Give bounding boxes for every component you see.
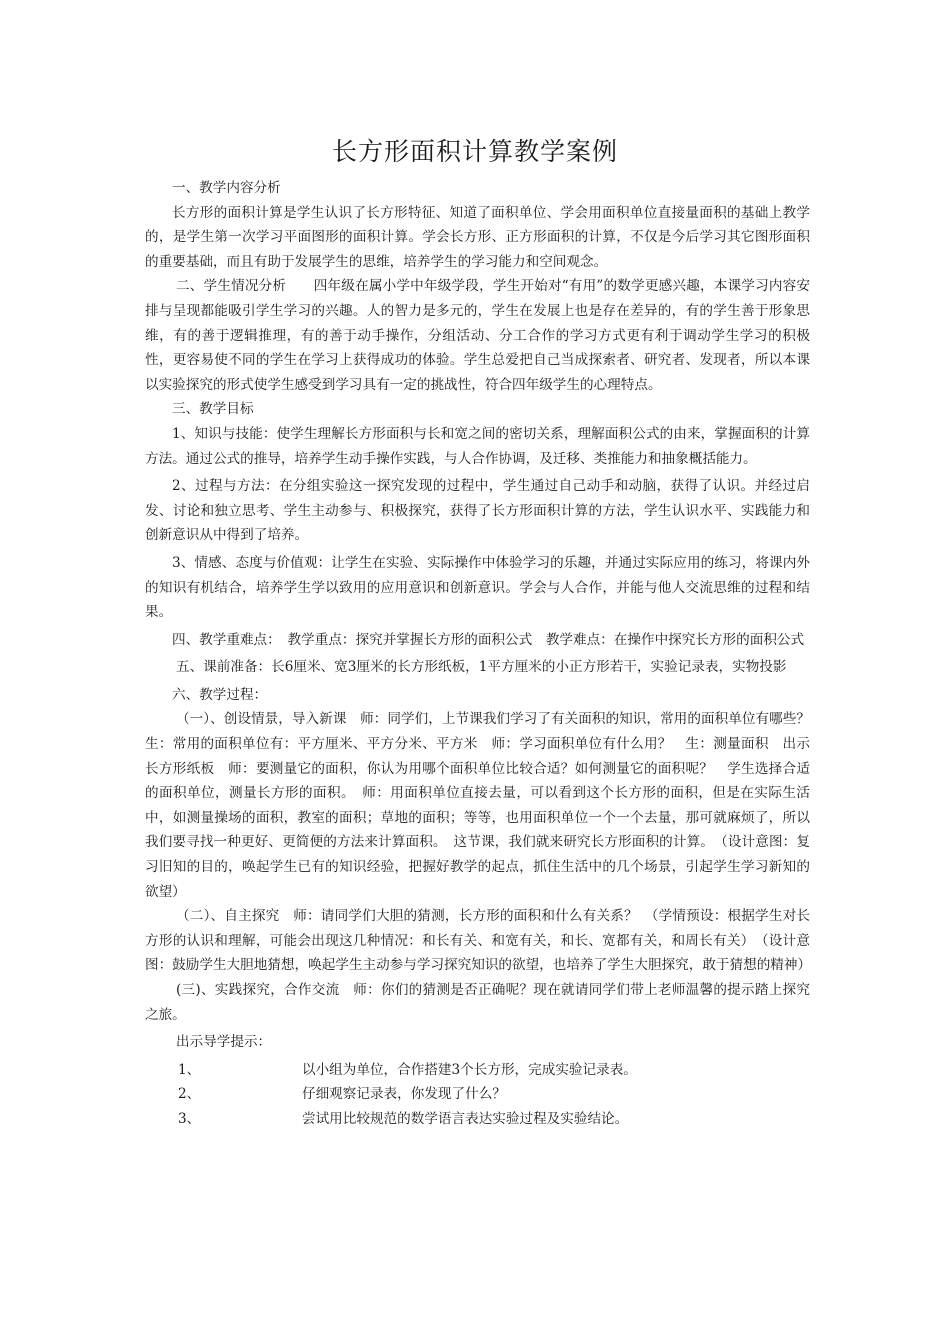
paragraph-objective-attitude: 3、情感、态度与价值观：让学生在实验、实际操作中体验学习的乐趣，并通过实际应用的练习，将课内外的知识有机结合，培养学生学以致用的应用意识和创新意识。学会与人合作，并能与他人交流思维的过程和结果。	[145, 554, 810, 621]
paragraph-objective-process: 2、过程与方法：在分组实验这一探究发现的过程中，学生通过自己动手和动脑，获得了认识。并经过启发、讨论和独立思考、学生主动参与、积极探究，获得了长方形面积计算的方法，学生认识水平、实践能力和创新意识从中得到了培养。	[145, 478, 810, 544]
list-item-number: 2、	[178, 1086, 201, 1103]
paragraph-objective-knowledge: 1、知识与技能：使学生理解长方形面积与长和宽之间的密切关系，理解面积公式的由来，掌握面积的计算方法。通过公式的推导，培养学生动手操作实践，与人合作协调，及迁移、类推能力和抽象概括能力。	[145, 425, 810, 467]
list-item-text: 尝试用比较规范的数学语言表达实验过程及实验结论。	[302, 1110, 629, 1127]
section-heading-content-analysis: 一、教学内容分析	[172, 180, 281, 196]
list-item-number: 3、	[178, 1110, 201, 1127]
paragraph-tips-heading: 出示导学提示：	[176, 1034, 272, 1051]
list-item-text: 仔细观察记录表，你发现了什么？	[302, 1086, 506, 1103]
paragraph-preparation: 五、课前准备：长6厘米、宽3厘米的长方形纸板，1平方厘米的小正方形若干，实验记录表，实物投影	[176, 659, 787, 676]
list-item	[145, 1058, 810, 1083]
paragraph-process-step-3: (三)、实践探究，合作交流 师：你们的猜测是否正确呢？现在就请同学们带上老师温馨的提示踏上探究之旅。	[145, 982, 810, 1023]
list-item-text: 以小组为单位，合作搭建3个长方形，完成实验记录表。	[302, 1061, 637, 1078]
paragraph-process-step-1: （一）、创设情景，导入新课 师：同学们，上节课我们学习了有关面积的知识，常用的面积单位有哪些？ 生：常用的面积单位有：平方厘米、平方分米、平方米 师：学习面积单位有什么用？ 生：测量面积 出示长方形纸板 师：要测量它的面积，你认为用哪个面积单位比较合适？如何测量它的面积呢？ 学生选择合适的面积单位，测量长方形的面积。 师：用面积单位直接去量，可以看到这个长方形的面积，但是在实际生活中，如测量操场的面积，教室的面积；草地的面积；等等，也用面积单位一个一个去量，那可就麻烦了，所以我们要寻找一种更好、更简便的方法来计算面积。 这节课，我们就来研究长方形面积的计算。 （设计意图：复习旧知的目的，唤起学生已有的知识经验，把握好教学的起点，抓住生活中的几个场景，引起学生学习新知的欲望）	[145, 711, 824, 900]
list-item	[145, 1107, 810, 1132]
list-item	[145, 1082, 810, 1107]
list-item-number: 1、	[178, 1061, 201, 1078]
document-title: 长方形面积计算教学案例	[331, 137, 618, 166]
paragraph-key-points: 四、教学重难点： 教学重点：探究并掌握长方形的面积公式 教学难点：在操作中探究长方形的面积公式	[172, 631, 805, 648]
document-body	[145, 176, 824, 1132]
section-heading-objectives: 三、教学目标	[172, 401, 254, 418]
paragraph-student-analysis: 二、学生情况分析 四年级在属小学中年级学段，学生开始对“有用”的数学更感兴趣，本课学习内容安排与呈现都能吸引学生学习的兴趣。人的智力是多元的，学生在发展上也是存在差异的，有的学生善于形象思维，有的善于逻辑推理，有的善于动手操作，分组活动、分工合作的学习方式更有利于调动学生学习的积极性，更容易使不同的学生在学习上获得成功的体验。学生总爱把自己当成探索者、研究者、发现者，所以本课以实验探究的形式使学生感受到学习具有一定的挑战性，符合四年级学生的心理特点。	[145, 278, 810, 393]
paragraph-content-analysis: 长方形的面积计算是学生认识了长方形特征、知道了面积单位、学会用面积单位直接量面积的基础上教学的，是学生第一次学习平面图形的面积计算。学会长方形、正方形面积的计算，不仅是今后学习其它图形面积的重要基础，而且有助于发展学生的思维，培养学生的学习能力和空间观念。	[145, 204, 810, 270]
section-heading-process: 六、教学过程：	[172, 686, 268, 703]
paragraph-process-step-2: （二）、自主探究 师：请同学们大胆的猜测，长方形的面积和什么有关系？ （学情预设：根据学生对长方形的认识和理解，可能会出现这几种情况：和长有关、和宽有关，和长、宽都有关，和周长有关） （设计意图：鼓励学生大胆地猜想，唤起学生主动参与学习探究知识的欲望，也培养了学生大胆探究，敢于猜想的精神）	[145, 908, 812, 974]
